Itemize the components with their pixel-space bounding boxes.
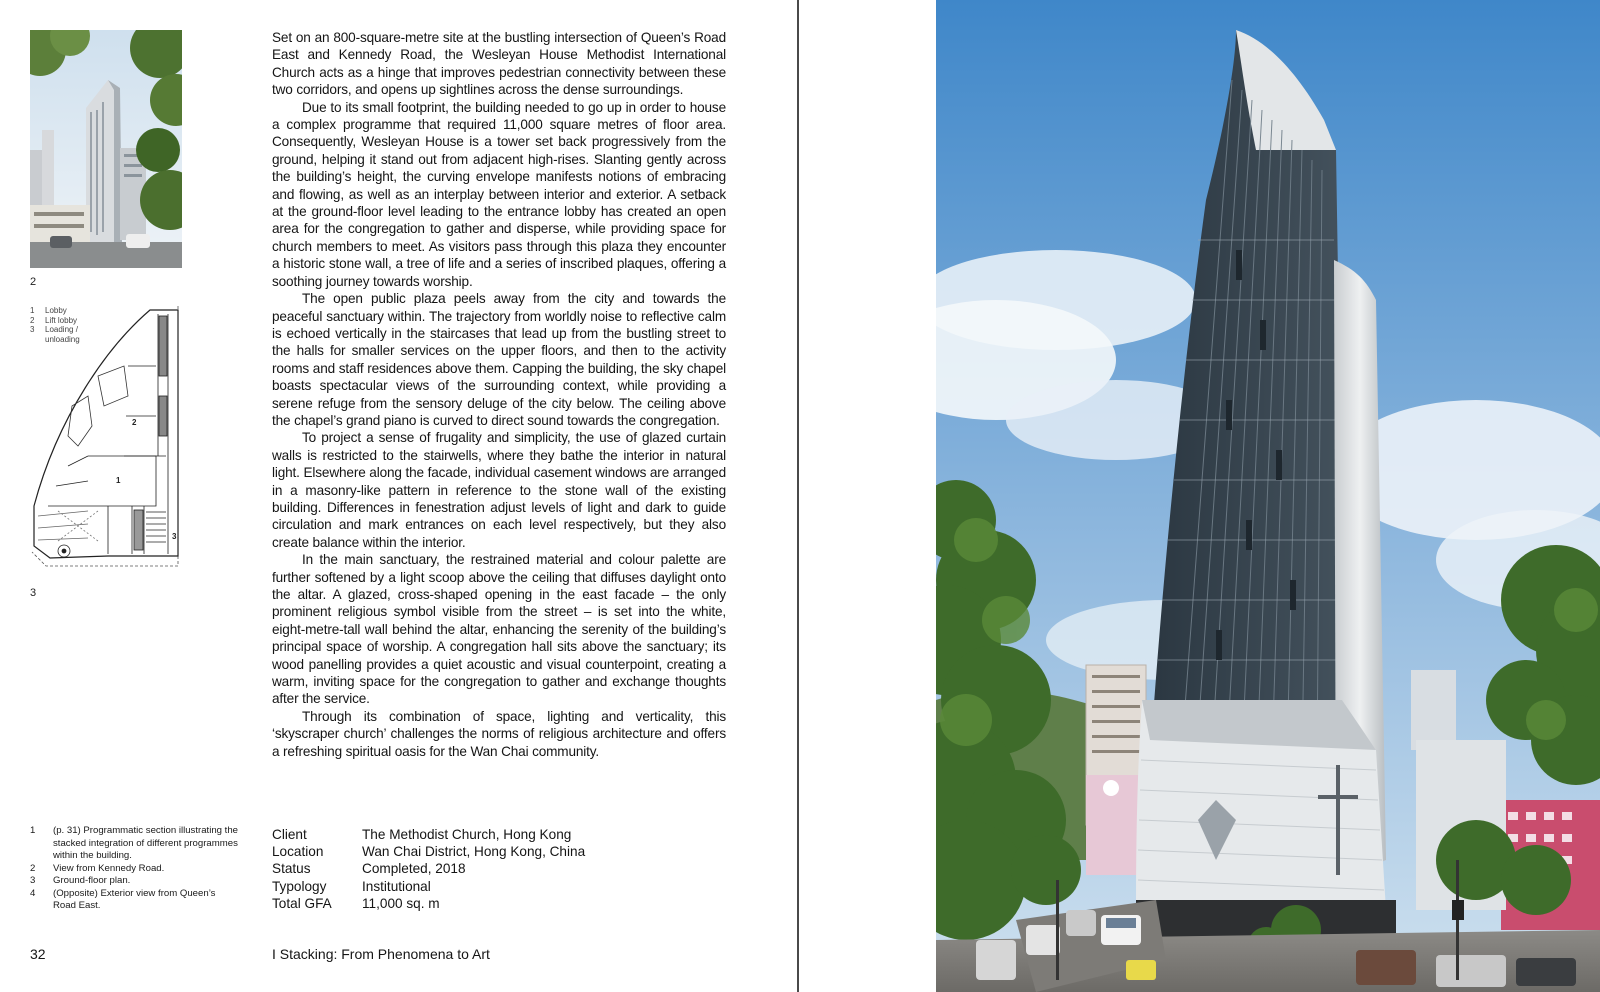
info-value: The Methodist Church, Hong Kong [362,827,572,842]
info-row [272,878,585,895]
legend-label: Lobby [45,306,67,315]
caption-text: Ground-floor plan. [53,875,131,886]
body-paragraph: In the main sanctuary, the restrained material and colour palette are further softened by a light scoop above the ceiling that diffuses daylight onto the altar. A glazed, cross-shaped opening in the east facade – the only prominent religious symbol visible from the street – is set into the white, eight-metre-tall wall behind the altar, enhancing the serenity of the building’s principal space of worship. A congregation hall sits above the sanctuary; its wood panelling provides a quiet acoustic and visual counterpoint, creating a warm, inviting space for the congregation to gather and exchange thoughts after the service. [272,552,726,707]
caption-text: (p. 31) Programmatic section illustrating the stacked integration of different programmes within the building. [53,825,239,861]
caption-text: View from Kennedy Road. [53,862,165,874]
running-head: I Stacking: From Phenomena to Art [272,946,490,962]
caption-number: 1 [30,825,36,836]
info-key: Typology [272,878,327,894]
caption-item [30,863,240,876]
photo-kennedy-road-view [30,30,182,268]
legend-number: 1 [30,306,35,315]
info-row [272,843,585,860]
caption-item [30,888,240,913]
body-text [272,29,726,760]
ground-floor-plan [28,306,188,578]
info-value: Completed, 2018 [362,861,466,877]
body-paragraph: To project a sense of frugality and simplicity, the use of glazed curtain walls is restricted to the stairwells, where they bathe the interior in natural light. Elsewhere along the facade, individual casement windows are arranged in a masonry-like pattern in reference to the stone wall of the existing building. Differences in fenestration adjust levels of light and dark to guide circulation and mark entrances on each level respectively, but they also create balance within the interior. [272,430,726,550]
info-row [272,895,585,912]
body-paragraph: The open public plaza peels away from the city and towards the peaceful sanctuary within. The trajectory from worldly noise to reflective calm is echoed vertically in the staircases that lead up from the bustling street to the halls for smaller services on the upper floors, and then to the activity rooms and staff residences above them. Capping the building, the sky chapel boasts spectacular views of the surrounding context, while providing a serene refuge from the sensory deluge of the city below. The ceiling above the chapel’s grand piano is curved to direct sound towards the congregation. [272,291,726,428]
caption-item [30,875,240,888]
info-key: Location [272,844,324,860]
figure-captions [30,825,240,913]
project-info-table [272,826,585,912]
page-number: 32 [30,946,46,962]
figure-number-3: 3 [30,587,37,599]
legend-number: 2 [30,315,35,325]
info-row [272,826,585,843]
info-value: Institutional [362,878,431,894]
caption-number: 4 [30,887,36,899]
caption-number: 2 [30,862,36,874]
info-key: Client [272,827,307,842]
plan-room-label: 1 [116,476,121,485]
body-paragraph: Set on an 800-square-metre site at the bustling intersection of Queen’s Road East and Kennedy Road, the Wesleyan House Methodist International Church acts as a hinge that improves pedestrian connectivity between these two corridors, and opens up sightlines across the dense surroundings. [272,30,726,98]
left-page [0,0,798,992]
plan-room-label: 2 [132,418,137,427]
plan-room-label: 3 [172,532,177,541]
caption-item [30,825,240,863]
body-paragraph: Through its combination of space, lighting and verticality, this ‘skyscraper church’ challenges the norms of religious architecture and offers a refreshing spiritual oasis for the Wan Chai community. [272,708,726,759]
info-value: 11,000 sq. m [362,895,440,911]
body-paragraph: Due to its small footprint, the building needed to go up in order to house a complex programme that required 11,000 square metres of floor area. Consequently, Wesleyan House is a tower set back progressively from the ground, helping it stand out from adjacent high-rises. Slanting gently across the building’s height, the curving envelope manifests notions of embracing and flowing, as well as an interplay between interior and exterior. A setback at the ground-floor level leading to the entrance lobby has created an open area for the congregation to gather and disperse, while providing space for church members to meet. As visitors pass through this plaza they encounter a historic stone wall, a tree of life and a series of inscribed plaques, offering a soothing journey towards worship. [272,99,726,289]
book-spine [797,0,799,992]
legend-label: Loading / unloading [45,325,80,344]
legend-label: Lift lobby [45,315,78,325]
info-key: Status [272,861,311,877]
photo-exterior-queens-road-east [936,0,1600,992]
figure-number-2: 2 [30,276,37,288]
caption-number: 3 [30,875,36,886]
info-value: Wan Chai District, Hong Kong, China [362,844,586,860]
caption-text: (Opposite) Exterior view from Queen’s Road East. [53,887,216,911]
info-row [272,860,585,877]
legend-number: 3 [30,325,35,334]
info-key: Total GFA [272,895,332,911]
